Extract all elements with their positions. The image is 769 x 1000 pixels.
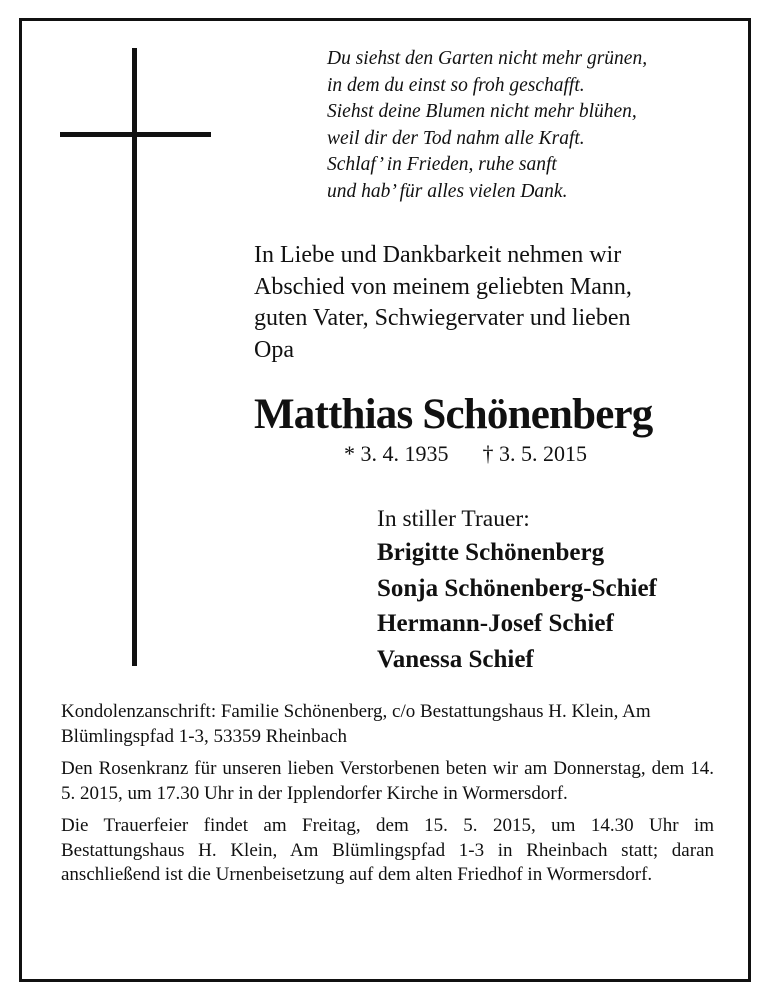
funeral-notices (61, 700, 714, 896)
death-date: † 3. 5. 2015 (482, 441, 587, 466)
farewell-line: Opa (254, 336, 294, 363)
poem-line: in dem du einst so froh geschafft. (327, 74, 585, 96)
mourners-heading: In stiller Trauer: (377, 506, 530, 532)
cross-icon-vertical-bar (132, 48, 137, 666)
poem-line: Siehst deine Blumen nicht mehr blühen, (327, 101, 637, 122)
mourner-name: Vanessa Schief (377, 645, 534, 673)
mourner-name: Sonja Schönenberg-Schief (377, 574, 657, 602)
rosary-notice: Den Rosenkranz für unseren lieben Verstorbenen beten wir am Donnerstag, dem 14. 5. 2015, um 17.30 Uhr in der Ipplendorfer Kirche in Wormersdorf. (61, 758, 714, 804)
poem-line: Schlaf’ in Frieden, ruhe sanft (327, 154, 557, 175)
poem-line: und hab’ für alles vielen Dank. (327, 180, 568, 202)
farewell-text (254, 240, 734, 366)
life-dates (344, 440, 587, 468)
condolence-address: Kondolenzanschrift: Familie Schönenberg, c/o Bestattungshaus H. Klein, Am Blümlingspfad 1-3, 53359 Rheinbach (61, 701, 651, 747)
poem-line: Du siehst den Garten nicht mehr grünen, (327, 48, 648, 69)
mourner-name: Hermann-Josef Schief (377, 610, 614, 637)
farewell-line: In Liebe und Dankbarkeit nehmen wir (254, 242, 622, 268)
memorial-poem (327, 46, 737, 205)
poem-line: weil dir der Tod nahm alle Kraft. (327, 127, 585, 149)
deceased-name: Matthias Schönenberg (254, 391, 653, 438)
cross-icon-horizontal-bar (60, 132, 211, 137)
birth-date: * 3. 4. 1935 (344, 441, 449, 466)
farewell-line: Abschied von meinem geliebten Mann, (254, 273, 632, 300)
mourner-name: Brigitte Schönenberg (377, 539, 605, 566)
funeral-notice: Die Trauerfeier findet am Freitag, dem 15. 5. 2015, um 14.30 Uhr im Bestattungshaus H. Klein, Am Blümlingspfad 1-3 in Rheinbach statt; daran anschließend ist die Urnenbeisetzung auf dem alten Friedhof in Wormersdorf. (61, 815, 714, 885)
farewell-line: guten Vater, Schwiegervater und lieben (254, 305, 631, 331)
mourners-list (377, 535, 657, 677)
